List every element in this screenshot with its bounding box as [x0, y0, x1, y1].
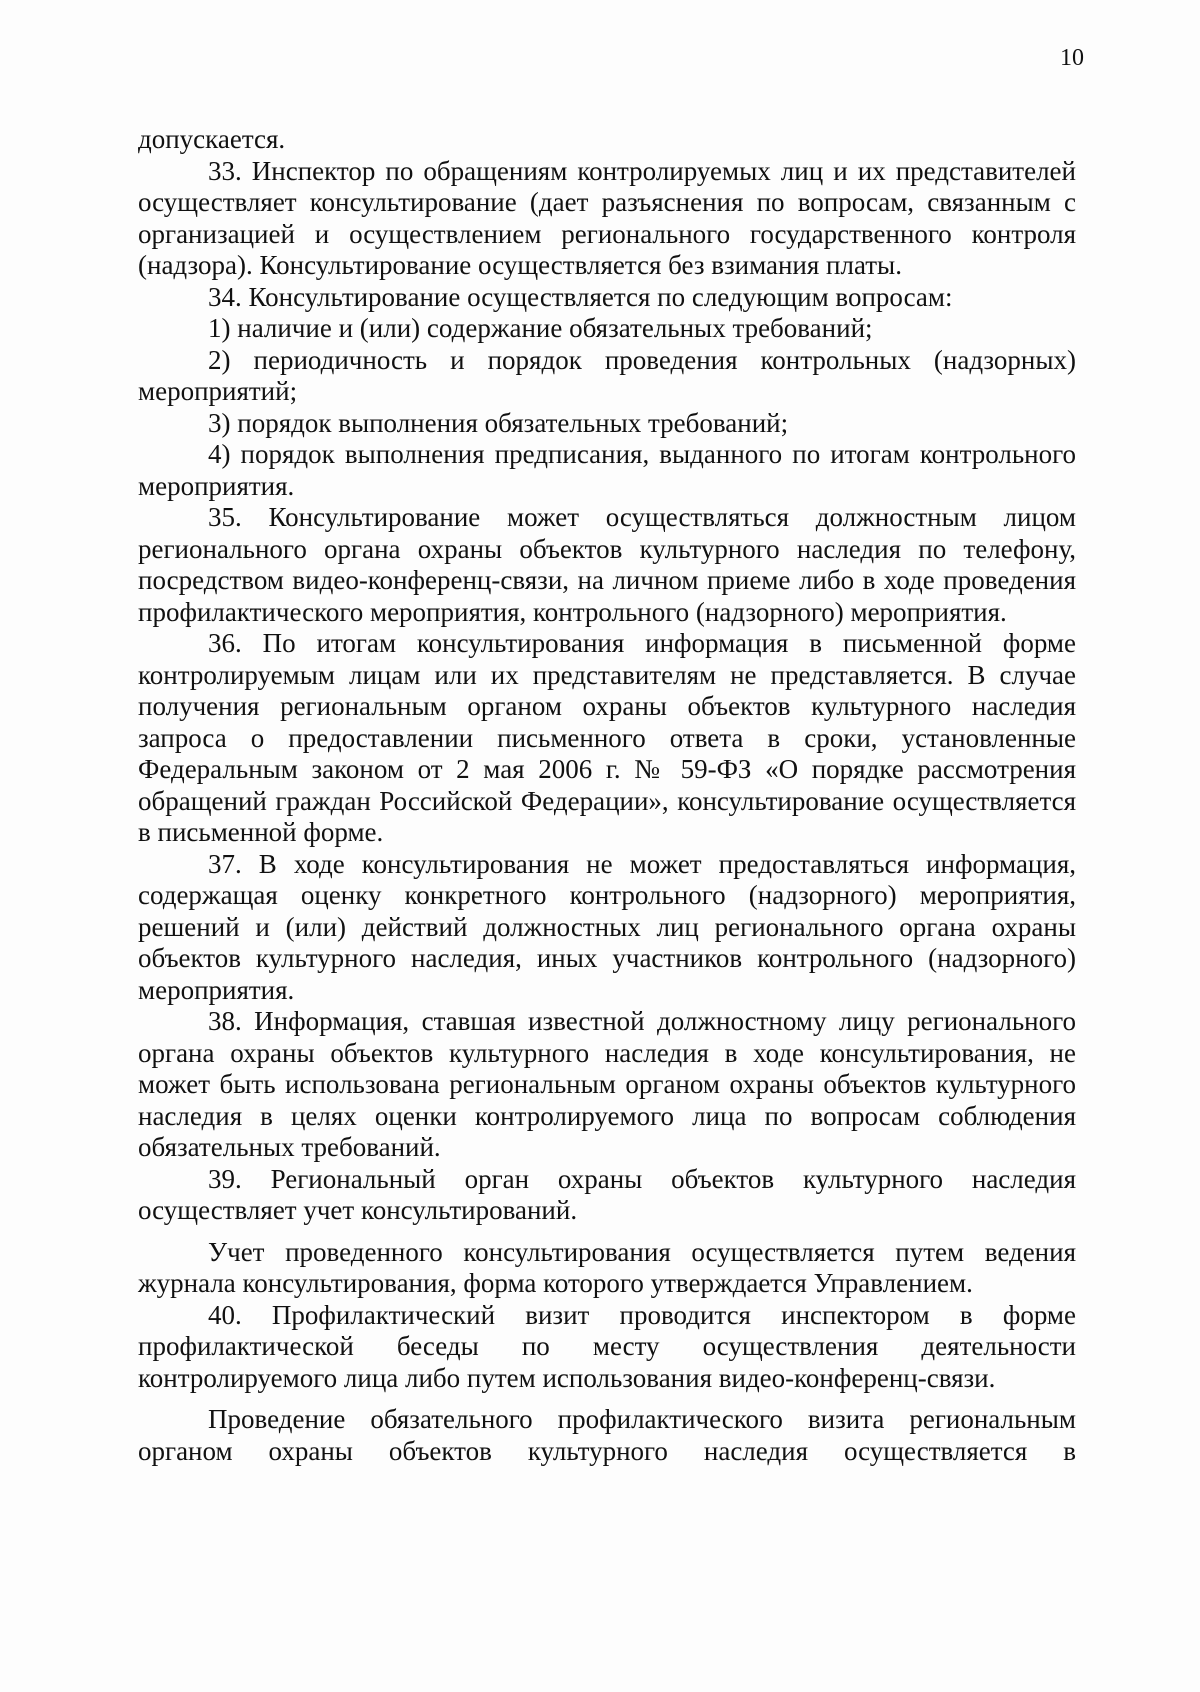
list-item-1: 1) наличие и (или) содержание обязательных требований; — [208, 313, 873, 343]
paragraph-34: 34. Консультирование осуществляется по следующим вопросам: — [208, 281, 953, 312]
page-number: 10 — [1060, 45, 1084, 71]
list-item-2: 2) периодичность и порядок проведения контрольных (надзорных) мероприятий; — [138, 344, 1076, 406]
paragraph-40: 40. Профилактический визит проводится инспектором в форме профилактической беседы по месту осуществления деятельности контролируемого лица либо путем использования видео-конференц-связи. — [138, 1299, 1076, 1393]
paragraph-33: 33. Инспектор по обращениям контролируемых лиц и их представителей осуществляет консультирование (дает разъяснения по вопросам, связанным с организацией и осуществлением регионального государственного контроля (надзора). Консультирование осуществляется без взимания платы. — [138, 155, 1076, 280]
paragraph-35: 35. Консультирование может осуществляться должностным лицом регионального органа охраны объектов культурного наследия по телефону, посредством видео-конференц-связи, на личном приеме либо в ходе проведения профилактического мероприятия, контрольного (надзорного) мероприятия. — [138, 502, 1076, 627]
paragraph-39: 39. Региональный орган охраны объектов культурного наследия осуществляет учет консультирований. — [138, 1163, 1076, 1225]
paragraph-39-continued: Учет проведенного консультирования осуществляется путем ведения журнала консультирования, форма которого утверждается Управлением. — [138, 1236, 1076, 1298]
paragraph-continuation: допускается. — [138, 124, 286, 154]
paragraph-40-continued: Проведение обязательного профилактического визита региональным органом охраны объектов культурного наследия осуществляется в — [138, 1404, 1076, 1466]
document-body — [138, 124, 1076, 1467]
list-item-3: 3) порядок выполнения обязательных требований; — [208, 407, 789, 438]
paragraph-37: 37. В ходе консультирования не может предоставляться информация, содержащая оценку конкретного контрольного (надзорного) мероприятия, решений и (или) действий должностных лиц регионального органа охраны объектов культурного наследия, иных участников контрольного (надзорного) мероприятия. — [138, 848, 1076, 1005]
paragraph-36: 36. По итогам консультирования информация в письменной форме контролируемым лицам или их представителям не представляется. В случае получения региональным органом охраны объектов культурного наследия запроса о предоставлении письменного ответа в сроки, установленные Федеральным законом от 2 мая 2006 г. № 59-ФЗ «О порядке рассмотрения обращений граждан Российской Федерации», консультирование осуществляется в письменной форме. — [138, 628, 1076, 847]
list-item-4: 4) порядок выполнения предписания, выданного по итогам контрольного мероприятия. — [138, 439, 1076, 501]
paragraph-38: 38. Информация, ставшая известной должностному лицу регионального органа охраны объектов культурного наследия в ходе консультирования, не может быть использована региональным органом охраны объектов культурного наследия в целях оценки контролируемого лица по вопросам соблюдения обязательных требований. — [138, 1006, 1076, 1162]
